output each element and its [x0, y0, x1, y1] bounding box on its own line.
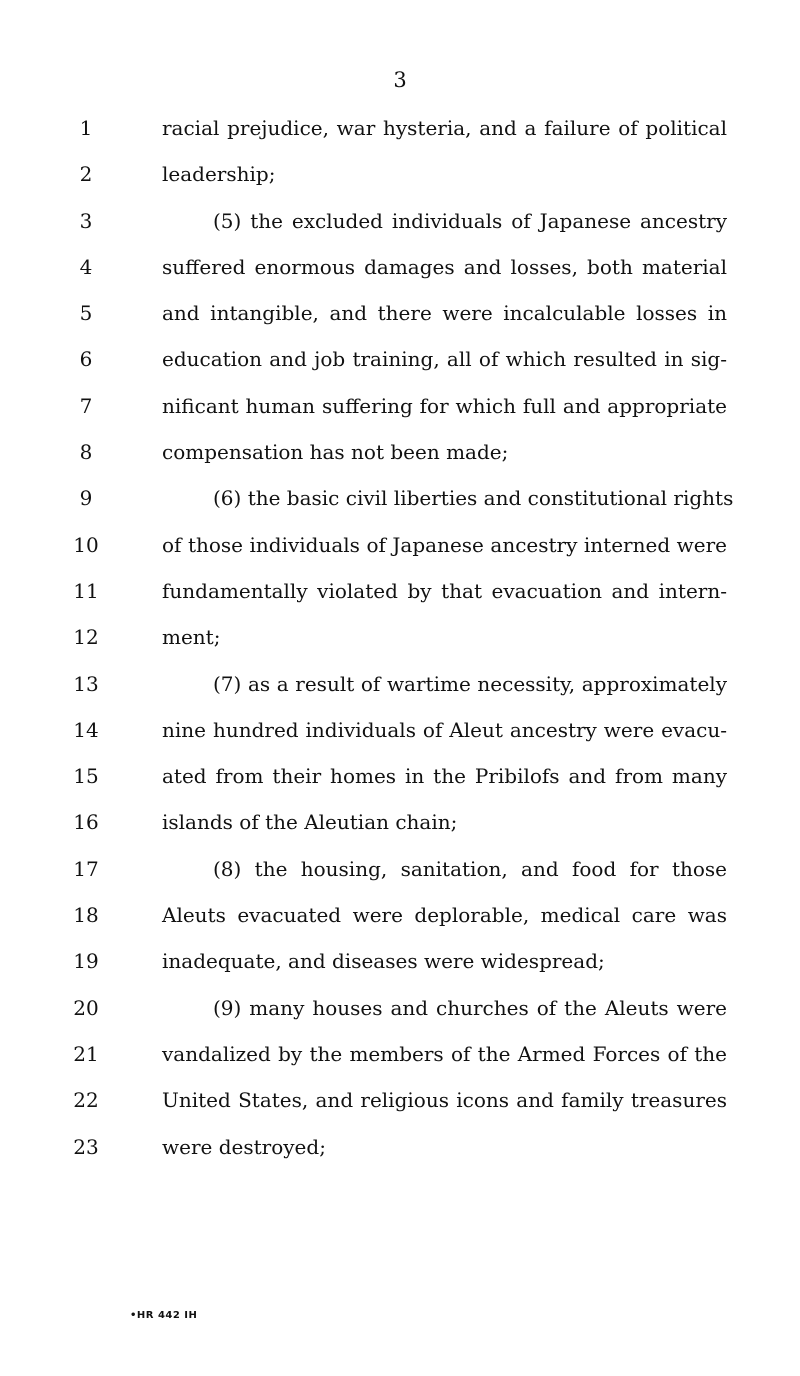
document-line: [0, 249, 800, 295]
document-line: [0, 203, 800, 249]
line-text: ment;: [162, 625, 221, 650]
line-number: 14: [73, 717, 99, 742]
line-number: 17: [73, 856, 99, 881]
line-number: 15: [73, 764, 99, 789]
document-line: [0, 804, 800, 850]
document-line: [0, 758, 800, 804]
line-text: of those individuals of Japanese ancestry interned were: [162, 532, 727, 557]
line-text: suffered enormous damages and losses, both material: [162, 254, 727, 279]
line-number: 2: [79, 162, 93, 187]
document-line: [0, 1036, 800, 1082]
line-text: (5) the excluded individuals of Japanese ancestry: [213, 208, 727, 233]
line-number: 18: [73, 903, 99, 928]
line-number: 21: [73, 1041, 99, 1066]
numbered-lines: [0, 110, 800, 1175]
line-text: fundamentally violated by that evacuation and intern-: [162, 578, 727, 603]
line-number: 23: [73, 1134, 99, 1159]
line-number: 5: [79, 301, 93, 326]
line-number: 4: [79, 254, 93, 279]
line-number: 8: [79, 440, 93, 465]
line-text: leadership;: [162, 162, 276, 187]
line-text: (6) the basic civil liberties and constitutional rights: [213, 486, 734, 511]
line-text: ated from their homes in the Pribilofs and from many: [162, 764, 727, 789]
document-line: [0, 851, 800, 897]
document-line: [0, 295, 800, 341]
line-number: 20: [73, 995, 99, 1020]
bill-footer-code: •HR 442 IH: [130, 1310, 198, 1321]
line-text: and intangible, and there were incalculable losses in: [162, 301, 727, 326]
line-text: education and job training, all of which resulted in sig-: [162, 347, 727, 372]
line-text: Aleuts evacuated were deplorable, medical care was: [162, 903, 727, 928]
document-line: [0, 619, 800, 665]
document-line: [0, 480, 800, 526]
line-text: racial prejudice, war hysteria, and a failure of political: [162, 116, 727, 140]
line-number: 7: [79, 393, 93, 418]
line-number: 9: [79, 486, 93, 511]
line-text: nificant human suffering for which full and appropriate: [162, 393, 727, 418]
document-line: [0, 388, 800, 434]
line-number: 6: [79, 347, 93, 372]
document-line: [0, 712, 800, 758]
line-number: 12: [73, 625, 99, 650]
page-number: 3: [393, 68, 407, 92]
document-line: [0, 527, 800, 573]
line-number: 10: [73, 532, 99, 557]
line-number: 22: [73, 1088, 99, 1113]
line-number: 11: [73, 578, 99, 603]
document-line: [0, 990, 800, 1036]
line-text: United States, and religious icons and family treasures: [162, 1088, 727, 1113]
document-line: [0, 666, 800, 712]
document-line: [0, 1129, 800, 1175]
line-number: 3: [79, 208, 93, 233]
line-text: (7) as a result of wartime necessity, approximately: [213, 671, 727, 696]
document-line: [0, 434, 800, 480]
line-number: 19: [73, 949, 99, 974]
line-text: vandalized by the members of the Armed Forces of the: [162, 1041, 727, 1066]
line-text: (8) the housing, sanitation, and food for those: [213, 856, 727, 881]
document-line: [0, 943, 800, 989]
line-text: compensation has not been made;: [162, 440, 509, 465]
document-line: [0, 341, 800, 387]
line-text: (9) many houses and churches of the Aleuts were: [213, 995, 727, 1020]
line-text: nine hundred individuals of Aleut ancestry were evacu-: [162, 717, 727, 742]
line-text: inadequate, and diseases were widespread;: [162, 949, 605, 974]
document-line: [0, 110, 800, 156]
line-number: 13: [73, 671, 99, 696]
document-line: [0, 156, 800, 202]
document-line: [0, 897, 800, 943]
document-line: [0, 573, 800, 619]
line-number: 16: [73, 810, 99, 835]
line-number: 1: [79, 116, 93, 140]
document-line: [0, 1082, 800, 1128]
line-text: were destroyed;: [162, 1134, 326, 1159]
line-text: islands of the Aleutian chain;: [162, 810, 458, 835]
